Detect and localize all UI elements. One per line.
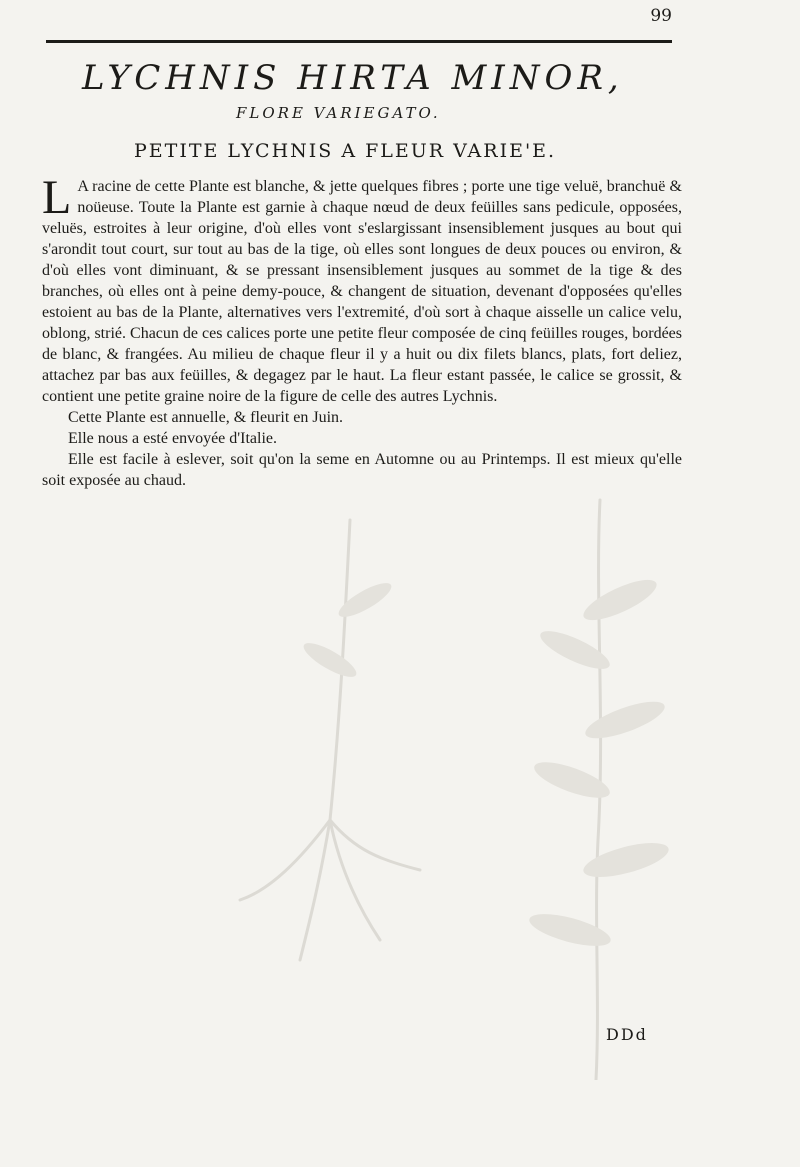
show-through-plant-illustration: [180, 480, 740, 1080]
latin-title: LYCHNIS HIRTA MINOR,: [82, 58, 624, 98]
paragraph-description: [42, 171, 682, 407]
drop-cap: L: [42, 171, 72, 224]
latin-subtitle: FLORE VARIEGATO.: [236, 104, 441, 122]
french-title: PETITE LYCHNIS A FLEUR VARIE'E.: [134, 140, 557, 162]
paragraph-1-text: A racine de cette Plante est blanche, & jette quelques fibres ; porte une tige veluë, branchuë & noüeuse. Toute la Plante est garnie à chaque nœud de deux feüilles sans pedicule, opposées, veluës, estroites à leur origine, d'où elles vont s'eslargissant insensiblement jusques au bout qui s'arondit tout court, sur tout au bas de la tige, où elles sont longues de deux pouces ou environ, & d'où elles vont diminuant, & se pressant insensiblement jusques au sommet de la tige & des branches, où elles ont à peine demy-pouce, & changent de situation, devenant d'opposées qu'elles estoient au bas de la Plante, alternatives vers l'extremité, d'où sort à chaque aisselle un calice velu, oblong, strié. Chacun de ces calices porte une petite fleur composée de cinq feüilles rouges, bordées de blanc, & frangées. Au milieu de chaque fleur il y a huit ou dix filets blancs, plats, fort deliez, attachez par bas aux feüilles, & degagez par le haut. La fleur estant passée, le calice se grossit, & contient une petite graine noire de la figure de celle des autres Lychnis.: [42, 178, 682, 405]
header-rule: [46, 40, 672, 43]
page-number: 99: [650, 6, 672, 26]
signature-mark: DDd: [606, 1025, 648, 1044]
paragraph-flowering: Cette Plante est annuelle, & fleurit en Juin.: [68, 409, 344, 426]
paragraph-cultivation: Elle est facile à eslever, soit qu'on la seme en Automne ou au Printemps. Il est mieux qu'elle soit exposée au chaud.: [42, 451, 682, 489]
paragraph-origin: Elle nous a esté envoyée d'Italie.: [68, 430, 278, 447]
description-text: [42, 171, 682, 491]
